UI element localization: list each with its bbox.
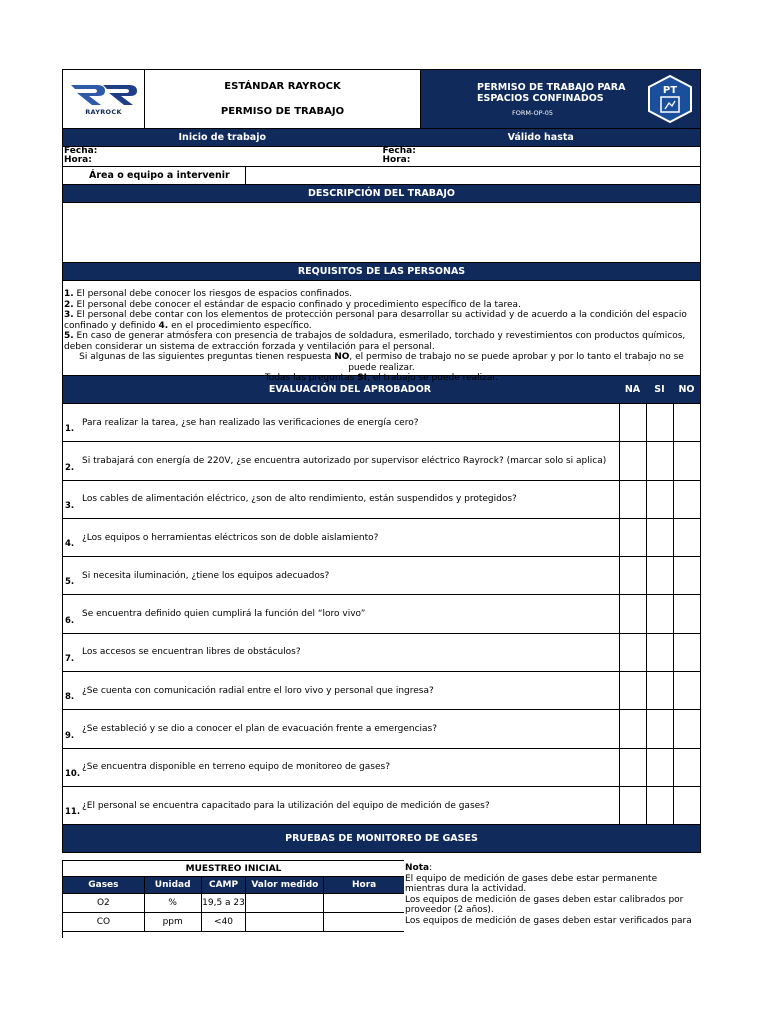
note-item: El equipo de medición de gases debe estar permanente mientras dura la actividad. bbox=[405, 873, 658, 895]
question-number: 3. bbox=[65, 500, 75, 511]
requirement-item: 3. El personal debe contar con los elementos de protección personal para desarrollar su actividad y de acuerdo a la condición del espacio confinado y definido 4. en el procedimiento específico. bbox=[64, 310, 687, 331]
answer-na-cell[interactable] bbox=[619, 481, 646, 518]
question-number: 11. bbox=[65, 807, 81, 818]
answer-no-cell[interactable] bbox=[673, 710, 700, 747]
evaluation-question-row bbox=[62, 672, 701, 710]
note-label: Nota: bbox=[405, 863, 433, 874]
question-number: 1. bbox=[65, 424, 75, 435]
gas-value-field[interactable] bbox=[246, 913, 324, 931]
question-number: 4. bbox=[65, 539, 75, 550]
timing-header bbox=[62, 129, 701, 147]
start-date-time[interactable] bbox=[63, 147, 382, 166]
evaluation-question-row bbox=[62, 595, 701, 633]
answer-no-cell[interactable] bbox=[673, 595, 700, 632]
gas-table bbox=[62, 860, 404, 938]
evaluation-questions bbox=[62, 404, 701, 825]
start-label: Inicio de trabajo bbox=[178, 132, 266, 143]
note-item: Los equipos de medición de gases deben estar calibrados por proveedor (2 años). bbox=[405, 894, 684, 916]
answer-si-cell[interactable] bbox=[646, 557, 673, 594]
question-text: ¿El personal se encuentra capacitado para la utilización del equipo de medición de gases? bbox=[82, 800, 490, 811]
gas-notes bbox=[404, 853, 701, 938]
area-row bbox=[62, 167, 701, 185]
rayrock-logo bbox=[63, 70, 145, 128]
answer-si-cell[interactable] bbox=[646, 710, 673, 747]
answer-si-cell[interactable] bbox=[646, 442, 673, 479]
standard-title: ESTÁNDAR RAYROCK bbox=[224, 81, 341, 92]
answer-si-cell[interactable] bbox=[646, 481, 673, 518]
col-no: NO bbox=[678, 384, 695, 395]
standard-subtitle: PERMISO DE TRABAJO bbox=[220, 106, 345, 117]
requirement-item: 1. El personal debe conocer los riesgos de espacios confinados. bbox=[64, 289, 353, 299]
area-label: Área o equipo a intervenir bbox=[63, 167, 246, 184]
answer-si-cell[interactable] bbox=[646, 634, 673, 671]
permit-form bbox=[62, 69, 701, 938]
evaluation-question-row bbox=[62, 404, 701, 442]
answer-no-cell[interactable] bbox=[673, 672, 700, 709]
evaluation-header bbox=[62, 376, 701, 404]
note-item: Los equipos de medición de gases deben estar verificados para bbox=[405, 915, 692, 926]
evaluation-question-row bbox=[62, 634, 701, 672]
evaluation-question-row bbox=[62, 481, 701, 519]
description-field[interactable] bbox=[62, 203, 701, 263]
question-text: Si necesita iluminación, ¿tiene los equipos adecuados? bbox=[82, 570, 330, 581]
evaluation-question-row bbox=[62, 519, 701, 557]
gas-row: CO ppm <40 bbox=[63, 913, 404, 932]
question-text: ¿Se cuenta con comunicación radial entre el loro vivo y personal que ingresa? bbox=[82, 685, 434, 696]
answer-na-cell[interactable] bbox=[619, 634, 646, 671]
requirements-all-yes: Todas las preguntas SI, el trabajo se puede realizar. bbox=[264, 373, 499, 383]
answer-na-cell[interactable] bbox=[619, 749, 646, 786]
answer-na-cell[interactable] bbox=[619, 404, 646, 441]
pt-badge-text: PT bbox=[662, 85, 678, 96]
requirements-title: REQUISITOS DE LAS PERSONAS bbox=[62, 263, 701, 281]
valid-label: Válido hasta bbox=[507, 132, 574, 143]
valid-date-time[interactable] bbox=[382, 147, 701, 166]
question-number: 8. bbox=[65, 692, 75, 703]
question-text: ¿Los equipos o herramientas eléctricos son de doble aislamiento? bbox=[82, 532, 379, 543]
evaluation-title: EVALUACIÓN DEL APROBADOR bbox=[268, 384, 432, 395]
requirements-list bbox=[62, 281, 701, 383]
question-number: 2. bbox=[65, 462, 75, 473]
answer-na-cell[interactable] bbox=[619, 442, 646, 479]
answer-no-cell[interactable] bbox=[673, 749, 700, 786]
permit-title-line2: ESPACIOS CONFINADOS bbox=[477, 92, 604, 104]
question-text: Para realizar la tarea, ¿se han realizado las verificaciones de energía cero? bbox=[82, 417, 419, 428]
answer-no-cell[interactable] bbox=[673, 634, 700, 671]
requirement-item: 2. El personal debe conocer el estándar de espacio confinado y procedimiento específico de la tarea. bbox=[64, 299, 521, 310]
answer-si-cell[interactable] bbox=[646, 404, 673, 441]
answer-no-cell[interactable] bbox=[673, 519, 700, 556]
gas-time-field[interactable] bbox=[324, 913, 404, 931]
date-time-row bbox=[62, 147, 701, 167]
question-text: Se encuentra definido quien cumplirá la función del “loro vivo” bbox=[82, 609, 366, 620]
answer-si-cell[interactable] bbox=[646, 749, 673, 786]
evaluation-question-row bbox=[62, 749, 701, 787]
answer-na-cell[interactable] bbox=[619, 595, 646, 632]
question-text: Los accesos se encuentran libres de obstáculos? bbox=[82, 647, 301, 658]
question-text: ¿Se encuentra disponible en terreno equipo de monitoreo de gases? bbox=[82, 762, 390, 773]
question-number: 10. bbox=[65, 768, 81, 779]
gas-tests-title: PRUEBAS DE MONITOREO DE GASES bbox=[62, 825, 701, 853]
form-header bbox=[62, 69, 701, 129]
answer-na-cell[interactable] bbox=[619, 710, 646, 747]
start-time-label: Hora: bbox=[64, 155, 92, 165]
pt-badge bbox=[640, 70, 700, 128]
initial-sampling-title: MUESTREO INICIAL bbox=[63, 860, 404, 877]
answer-no-cell[interactable] bbox=[673, 787, 700, 824]
answer-no-cell[interactable] bbox=[673, 404, 700, 441]
gas-table-header: Gases Unidad CAMP Valor medido Hora bbox=[63, 877, 404, 894]
answer-na-cell[interactable] bbox=[619, 557, 646, 594]
col-na: NA bbox=[624, 384, 641, 395]
evaluation-question-row bbox=[62, 557, 701, 595]
form-code: FORM-OP-05 bbox=[512, 108, 554, 117]
answer-si-cell[interactable] bbox=[646, 519, 673, 556]
question-text: Los cables de alimentación eléctrico, ¿son de alto rendimiento, están suspendidos y protegidos? bbox=[82, 494, 517, 505]
gas-value-field[interactable] bbox=[246, 894, 324, 912]
question-text: Si trabajará con energía de 220V, ¿se encuentra autorizado por supervisor eléctrico Rayrock? (marcar solo si aplica) bbox=[82, 455, 607, 466]
gas-row: O2 % 19,5 a 23 bbox=[63, 894, 404, 913]
standard-title-cell bbox=[145, 70, 421, 128]
permit-title-line1: PERMISO DE TRABAJO PARA bbox=[477, 81, 626, 93]
question-number: 9. bbox=[65, 730, 75, 741]
valid-time-label: Hora: bbox=[382, 155, 411, 165]
answer-si-cell[interactable] bbox=[646, 672, 673, 709]
description-title: DESCRIPCIÓN DEL TRABAJO bbox=[62, 185, 701, 203]
answer-no-cell[interactable] bbox=[673, 481, 700, 518]
evaluation-question-row bbox=[62, 710, 701, 748]
col-si: SI bbox=[654, 384, 665, 395]
answer-na-cell[interactable] bbox=[619, 519, 646, 556]
question-number: 5. bbox=[65, 577, 75, 588]
start-date-label: Fecha: bbox=[64, 146, 98, 156]
pt-badge-icon bbox=[644, 74, 696, 124]
answer-no-cell[interactable] bbox=[673, 442, 700, 479]
rayrock-logo-icon bbox=[69, 83, 139, 107]
answer-si-cell[interactable] bbox=[646, 787, 673, 824]
requirement-item: 5. En caso de generar atmósfera con presencia de trabajos de soldadura, esmerilado, torchado y revestimientos con productos químicos, deben considerar un sistema de extracción forzada y ventilación para el personal. bbox=[64, 331, 686, 352]
requirements-note: Si algunas de las siguientes preguntas tienen respuesta NO, el permiso de trabajo no se puede aprobar y por lo tanto el trabajo no se puede realizar. bbox=[79, 352, 684, 373]
question-number: 6. bbox=[65, 615, 75, 626]
answer-na-cell[interactable] bbox=[619, 787, 646, 824]
area-field[interactable] bbox=[246, 167, 700, 184]
gas-tests-area bbox=[62, 853, 701, 938]
answer-na-cell[interactable] bbox=[619, 672, 646, 709]
answer-si-cell[interactable] bbox=[646, 595, 673, 632]
valid-date-label: Fecha: bbox=[382, 146, 416, 156]
question-number: 7. bbox=[65, 654, 75, 665]
permit-title-cell bbox=[421, 70, 640, 128]
logo-text: RAYROCK bbox=[85, 107, 122, 116]
answer-no-cell[interactable] bbox=[673, 557, 700, 594]
gas-time-field[interactable] bbox=[324, 894, 404, 912]
evaluation-question-row bbox=[62, 787, 701, 825]
evaluation-question-row bbox=[62, 442, 701, 480]
question-text: ¿Se estableció y se dio a conocer el plan de evacuación frente a emergencias? bbox=[82, 724, 438, 735]
